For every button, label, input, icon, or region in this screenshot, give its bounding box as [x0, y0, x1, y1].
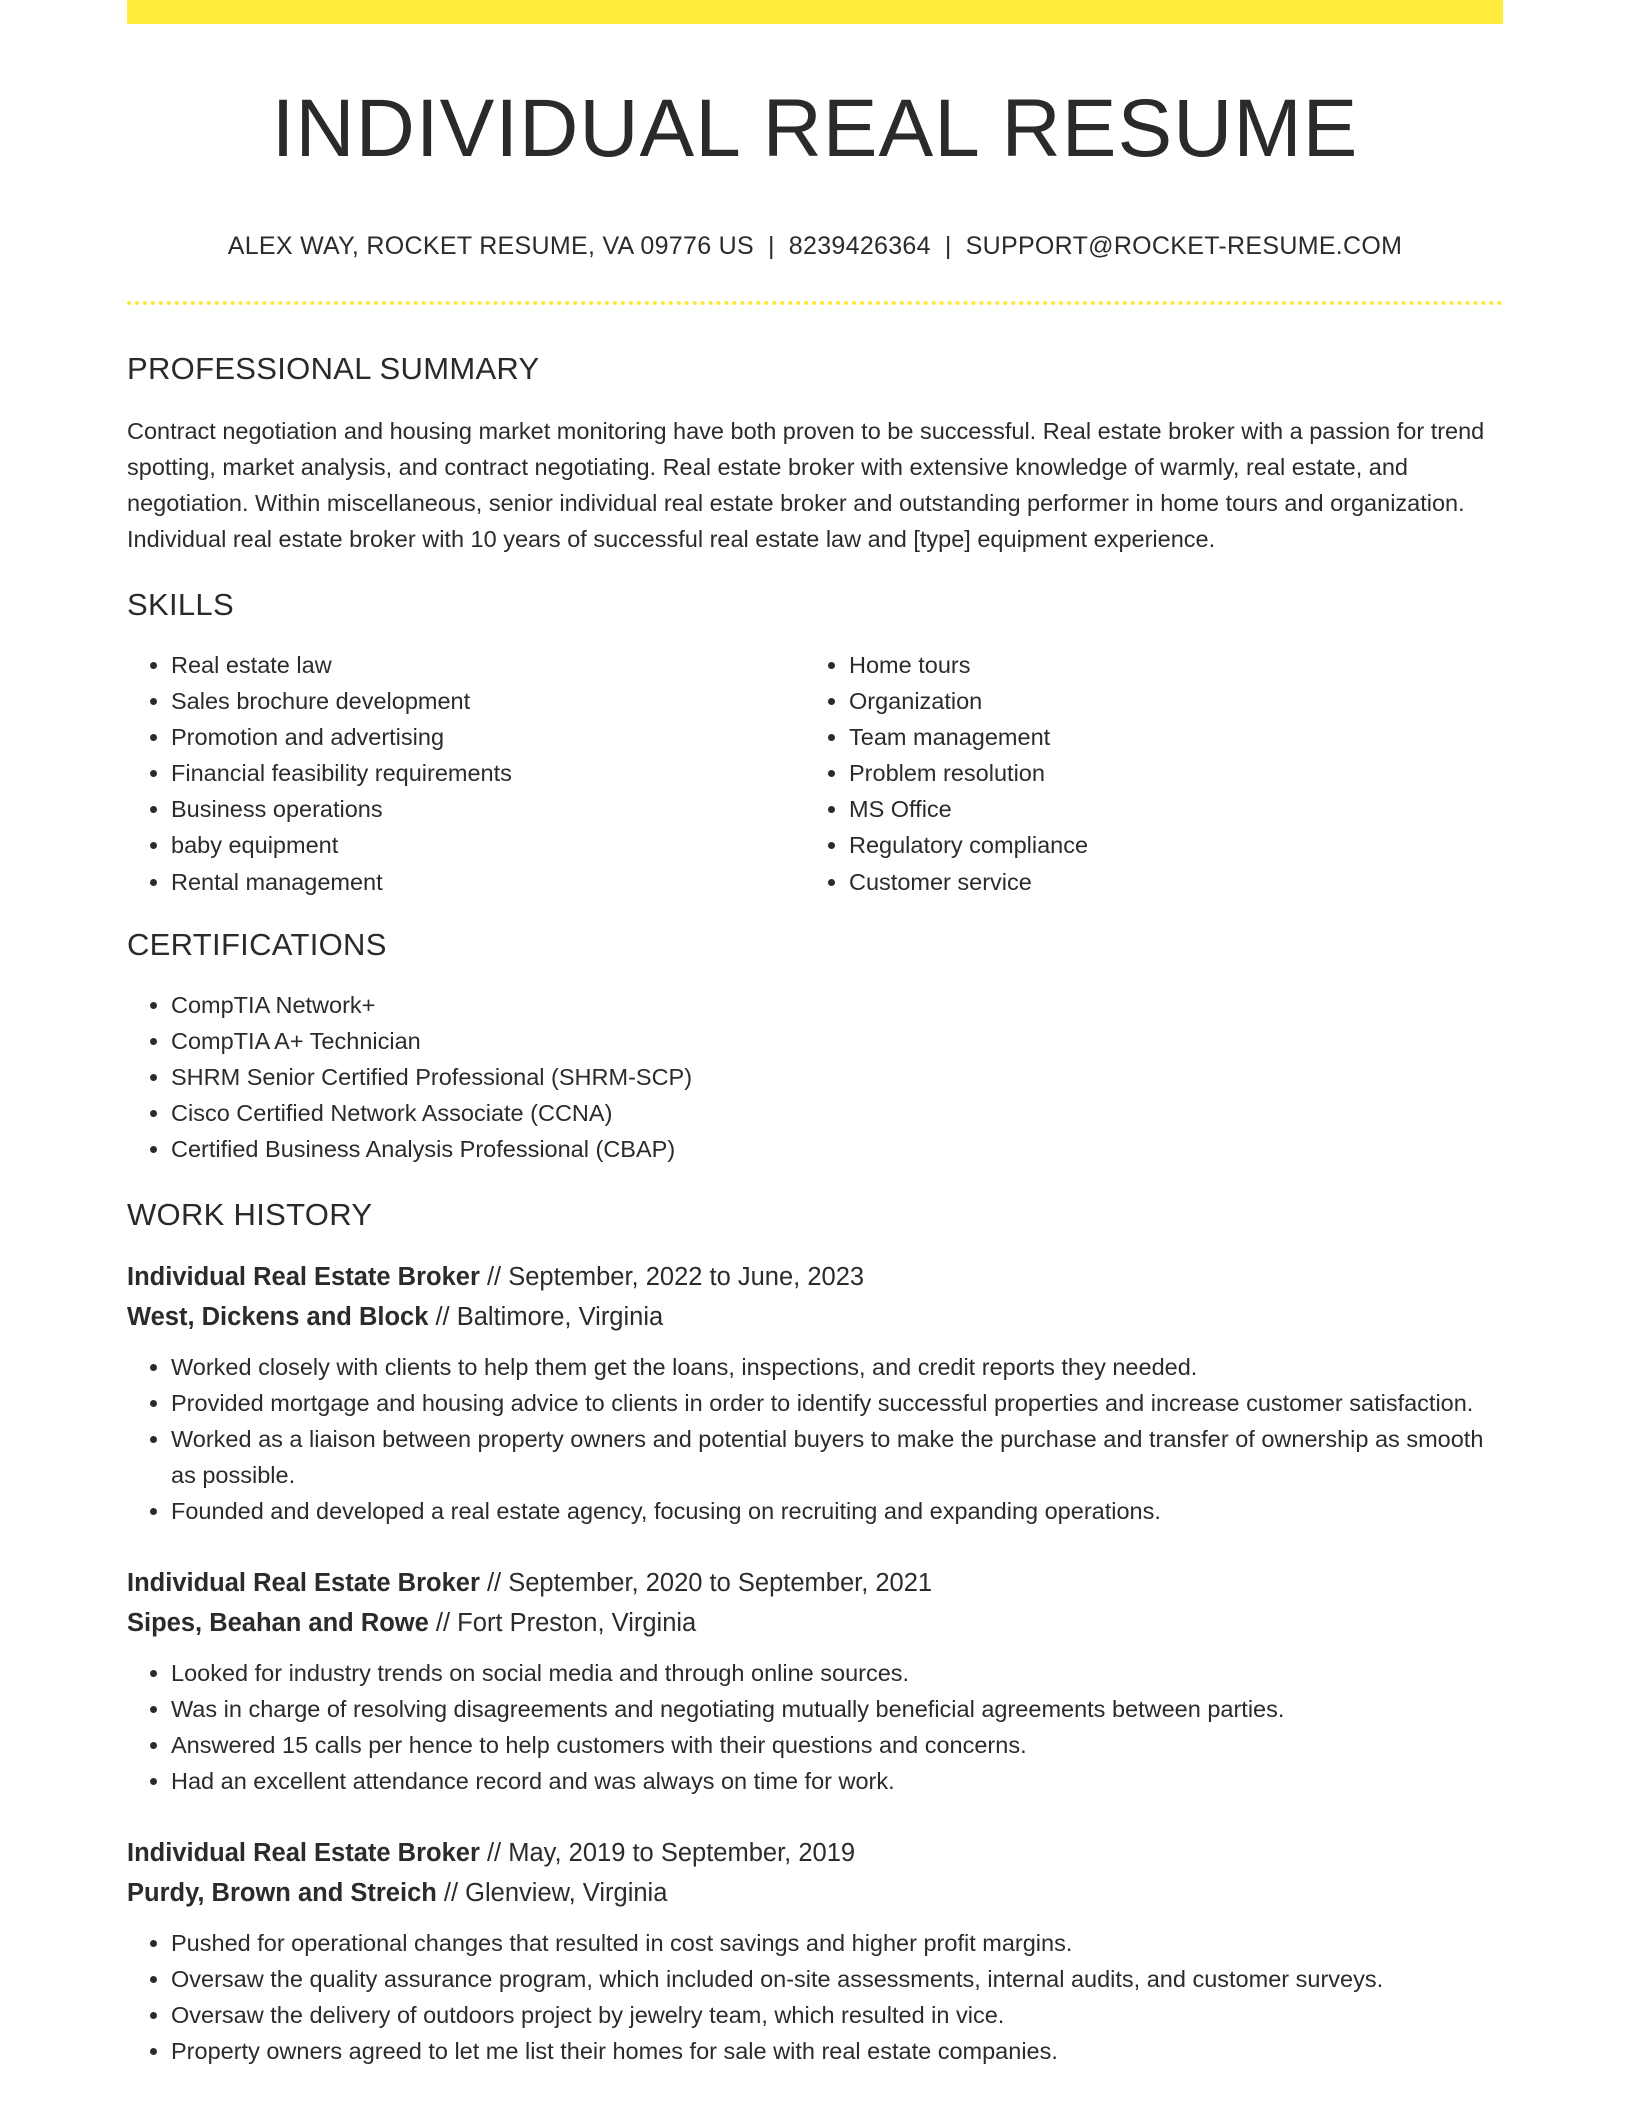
job-bullet: • Worked as a liaison between property owners and potential buyers to make the purchase and transfer of ownership as smooth as possible.	[171, 1421, 1503, 1493]
summary-heading: PROFESSIONAL SUMMARY	[127, 351, 540, 387]
job-bullet: • Pushed for operational changes that resulted in cost savings and higher profit margins.	[171, 1925, 1503, 1961]
job-bullet: • Had an excellent attendance record and was always on time for work.	[171, 1763, 1503, 1799]
address: ALEX WAY, ROCKET RESUME, VA 09776 US	[227, 232, 754, 261]
skill-item: • Organization	[849, 683, 1483, 719]
job-company-line	[127, 1873, 1503, 1913]
contact-line	[127, 232, 1503, 261]
job-entry	[127, 1563, 1503, 1799]
job-bullet: • Property owners agreed to let me list their homes for sale with real estate companies.	[171, 2033, 1503, 2069]
skill-item: • Financial feasibility requirements	[171, 755, 805, 791]
job-location: // Fort Preston, Virginia	[428, 1609, 697, 1638]
job-bullet: • Answered 15 calls per hence to help customers with their questions and concerns.	[171, 1727, 1503, 1763]
job-dates: // September, 2020 to September, 2021	[479, 1569, 933, 1598]
job-bullet: • Oversaw the delivery of outdoors project by jewelry team, which resulted in vice.	[171, 1997, 1503, 2033]
separator: |	[944, 232, 952, 261]
skill-item: • Team management	[849, 719, 1483, 755]
job-bullet: • Was in charge of resolving disagreements and negotiating mutually beneficial agreements between parties.	[171, 1691, 1503, 1727]
job-bullet: • Provided mortgage and housing advice to clients in order to identify successful properties and increase customer satisfaction.	[171, 1385, 1503, 1421]
job-role: Individual Real Estate Broker	[127, 1839, 480, 1868]
skill-item: • Rental management	[171, 863, 805, 901]
job-company-line	[127, 1603, 1503, 1643]
work-history-heading: WORK HISTORY	[127, 1197, 373, 1233]
job-bullet: • Founded and developed a real estate agency, focusing on recruiting and expanding operations.	[171, 1493, 1503, 1529]
skill-item: • MS Office	[849, 791, 1483, 827]
resume-title: INDIVIDUAL REAL RESUME	[271, 83, 1359, 174]
job-company: Purdy, Brown and Streich	[127, 1879, 437, 1908]
job-bullet: • Looked for industry trends on social media and through online sources.	[171, 1655, 1503, 1691]
resume-page	[127, 0, 1503, 2069]
job-bullets	[127, 1655, 1503, 1799]
job-entry	[127, 1257, 1503, 1529]
job-bullet: • Oversaw the quality assurance program, which included on-site assessments, internal audits, and customer surveys.	[171, 1961, 1503, 1997]
certification-item: • SHRM Senior Certified Professional (SHRM-SCP)	[171, 1059, 1503, 1095]
phone: 8239426364	[788, 232, 931, 261]
skill-item: • Real estate law	[171, 647, 805, 683]
skill-item: • Sales brochure development	[171, 683, 805, 719]
job-bullet: • Worked closely with clients to help them get the loans, inspections, and credit reports they needed.	[171, 1349, 1503, 1385]
job-location: // Baltimore, Virginia	[428, 1303, 664, 1332]
job-company: West, Dickens and Block	[127, 1303, 429, 1332]
job-title-line	[127, 1257, 1503, 1297]
accent-bar	[127, 0, 1503, 24]
job-bullets	[127, 1925, 1503, 2069]
job-company-line	[127, 1297, 1503, 1337]
skills-heading: SKILLS	[127, 587, 234, 623]
skills-column-right	[805, 647, 1483, 901]
job-role: Individual Real Estate Broker	[127, 1263, 480, 1292]
dotted-divider	[127, 301, 1503, 305]
job-title-line	[127, 1563, 1503, 1603]
skills-columns	[127, 647, 1503, 901]
skills-column-left	[127, 647, 805, 901]
job-company: Sipes, Beahan and Rowe	[127, 1609, 429, 1638]
job-dates: // September, 2022 to June, 2023	[479, 1263, 865, 1292]
certifications-heading: CERTIFICATIONS	[127, 927, 387, 963]
skill-item: • Regulatory compliance	[849, 827, 1483, 863]
job-role: Individual Real Estate Broker	[127, 1569, 480, 1598]
job-entry	[127, 1833, 1503, 2069]
skill-item: • Problem resolution	[849, 755, 1483, 791]
email: SUPPORT@ROCKET-RESUME.COM	[965, 232, 1403, 261]
certification-item: • CompTIA Network+	[171, 987, 1503, 1023]
certification-item: • Certified Business Analysis Professional (CBAP)	[171, 1131, 1503, 1167]
job-bullets	[127, 1349, 1503, 1529]
skill-item: • Home tours	[849, 647, 1483, 683]
skill-item: • Promotion and advertising	[171, 719, 805, 755]
separator: |	[768, 232, 775, 261]
certification-item: • CompTIA A+ Technician	[171, 1023, 1503, 1059]
summary-text: Contract negotiation and housing market monitoring have both proven to be successful. Real estate broker with a passion for trend spotting, market analysis, and contract negotiating. Real estate broker with extensive knowledge of warmly, real estate, and negotiation. Within miscellaneous, senior individual real estate broker and outstanding performer in home tours and organization. Individual real estate broker with 10 years of successful real estate law and [type] equipment experience.	[127, 418, 1485, 553]
certifications-list	[127, 987, 1503, 1167]
skill-item: • baby equipment	[171, 827, 805, 863]
job-title-line	[127, 1833, 1503, 1873]
skill-item: • Business operations	[171, 791, 805, 827]
job-dates: // May, 2019 to September, 2019	[479, 1839, 856, 1868]
job-location: // Glenview, Virginia	[436, 1879, 668, 1908]
certification-item: • Cisco Certified Network Associate (CCNA)	[171, 1095, 1503, 1131]
skill-item: • Customer service	[849, 863, 1483, 901]
